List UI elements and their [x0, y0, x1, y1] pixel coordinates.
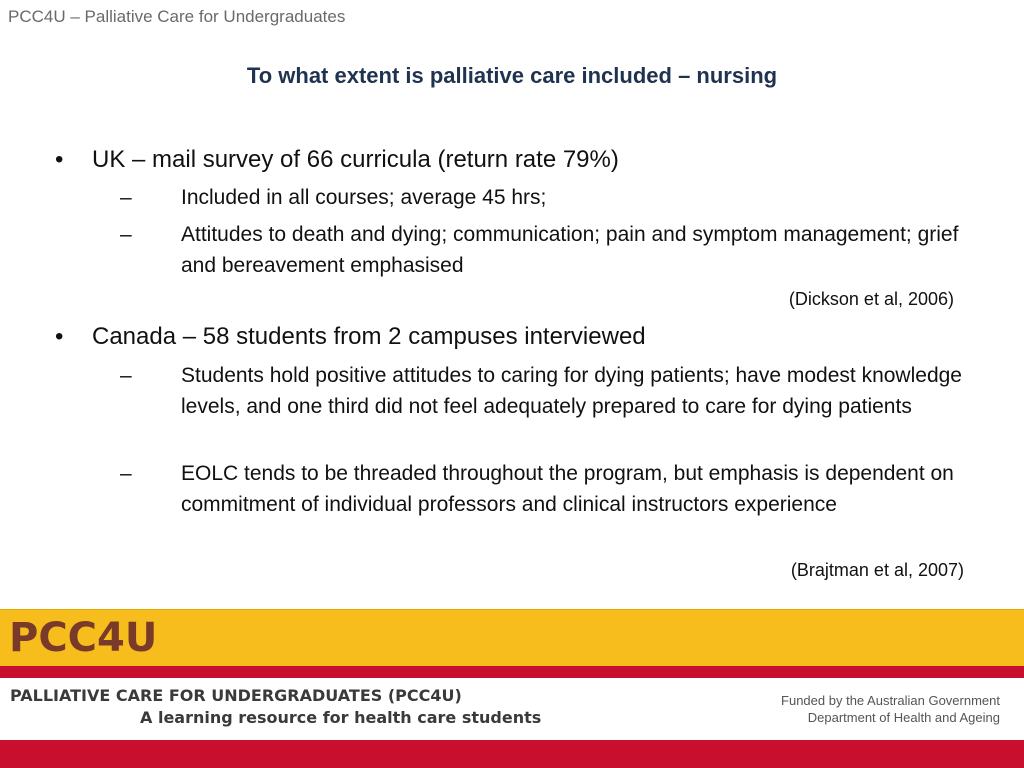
- sub-bullet-marker: –: [120, 186, 132, 209]
- bullet-text: UK – mail survey of 66 curricula (return rate 79%): [92, 146, 619, 173]
- sub-bullet-text: Attitudes to death and dying; communication; pain and symptom management; grief and bereavement emphasised: [181, 223, 959, 277]
- red-bottom-bar: [0, 740, 1024, 768]
- red-stripe: [0, 666, 1024, 678]
- sub-bullet-marker: –: [120, 364, 132, 387]
- sub-bullet-marker: –: [120, 223, 132, 246]
- bullet-text: Canada – 58 students from 2 campuses interviewed: [92, 323, 646, 350]
- bullet-marker: •: [55, 146, 64, 173]
- sub-bullet-text: Students hold positive attitudes to caring for dying patients; have modest knowledge levels, and one third did not feel adequately prepared to care for dying patients: [181, 364, 962, 418]
- footer-program-name: PALLIATIVE CARE FOR UNDERGRADUATES (PCC4U): [10, 686, 462, 705]
- citation-brajtman: (Brajtman et al, 2007): [790, 560, 964, 580]
- sub-bullet-text: EOLC tends to be threaded throughout the program, but emphasis is dependent on commitment of individual professors and clinical instructors experience: [181, 462, 954, 516]
- pcc4u-logo: PCC4U: [9, 615, 158, 661]
- footer-tagline: A learning resource for health care students: [140, 708, 542, 727]
- sub-bullet-text: Included in all courses; average 45 hrs;: [181, 186, 547, 209]
- funding-text-line2: Department of Health and Ageing: [807, 710, 1000, 725]
- sub-bullet-marker: –: [120, 462, 132, 485]
- funding-text-line1: Funded by the Australian Government: [781, 693, 1000, 708]
- citation-dickson: (Dickson et al, 2006): [788, 289, 954, 309]
- slide-title: To what extent is palliative care included – nursing: [246, 63, 778, 88]
- header-text: PCC4U – Palliative Care for Undergraduates: [8, 7, 346, 26]
- bullet-marker: •: [55, 323, 64, 350]
